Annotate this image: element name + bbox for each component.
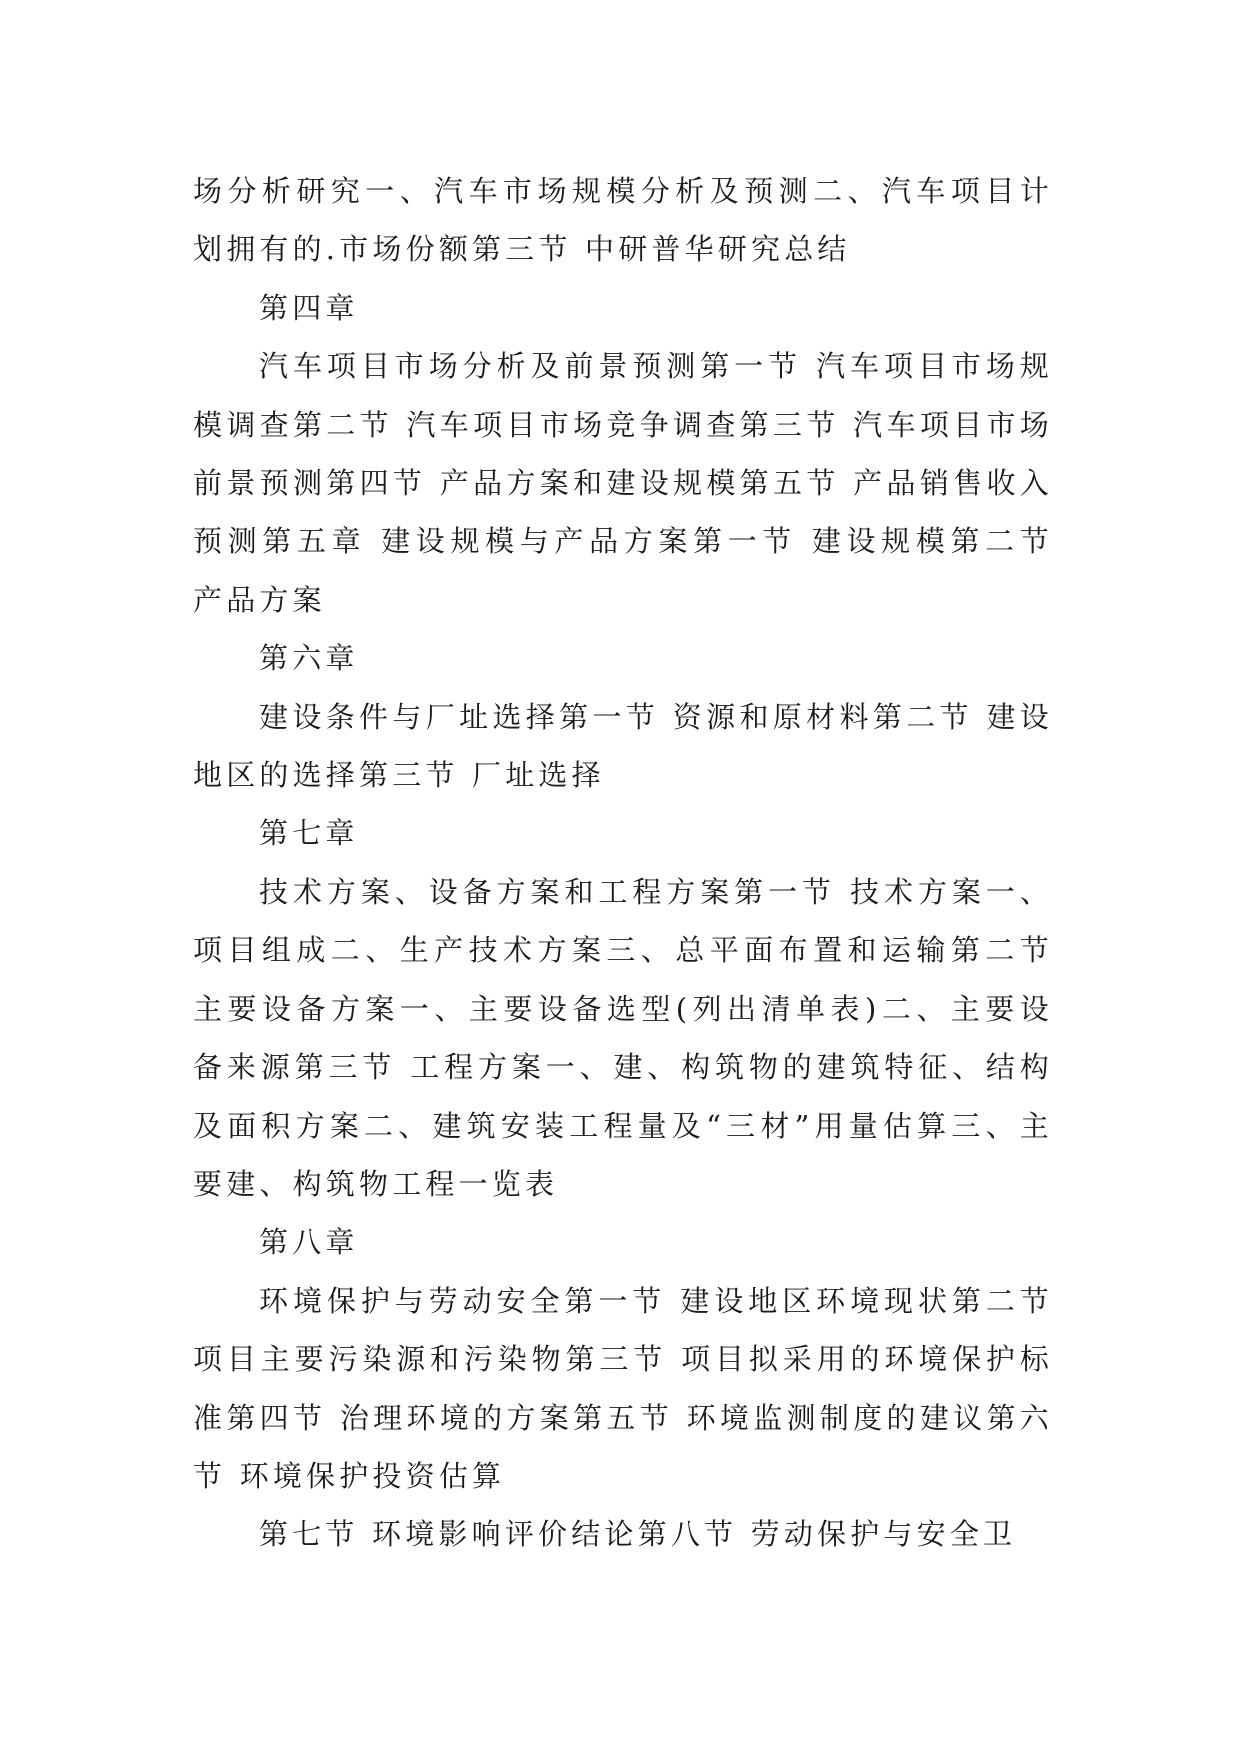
paragraph-market-analysis: 场分析研究一、汽车市场规模分析及预测二、汽车项目计划拥有的.市场份额第三节 中研普华研究总结 (193, 174, 1053, 267)
paragraph-chapter-8-continued: 第七节 环境影响评价结论第八节 劳动保护与安全卫 (259, 1517, 1017, 1552)
chapter-heading-4: 第四章 (259, 290, 359, 325)
paragraph-chapter-4: 汽车项目市场分析及前景预测第一节 汽车项目市场规模调查第二节 汽车项目市场竞争调查第三节 汽车项目市场前景预测第四节 产品方案和建设规模第五节 产品销售收入预测第五章 建设规模与产品方案第一节 建设规模第二节 产品方案 (193, 349, 1053, 617)
chapter-heading-8: 第八章 (259, 1225, 359, 1260)
paragraph-chapter-7: 技术方案、设备方案和工程方案第一节 技术方案一、项目组成二、生产技术方案三、总平面布置和运输第二节 主要设备方案一、主要设备选型(列出清单表)二、主要设备来源第三节 工程方案一、建、构筑物的建筑特征、结构及面积方案二、建筑安装工程量及“三材”用量估算三、主要建、构筑物工程一览表 (193, 874, 1053, 1201)
paragraph-chapter-6: 建设条件与厂址选择第一节 资源和原材料第二节 建设地区的选择第三节 厂址选择 (193, 699, 1053, 793)
document-body (193, 162, 1053, 1564)
paragraph-chapter-8: 环境保护与劳动安全第一节 建设地区环境现状第二节 项目主要污染源和污染物第三节 项目拟采用的环境保护标准第四节 治理环境的方案第五节 环境监测制度的建议第六节 环境保护投资估算 (193, 1283, 1053, 1493)
chapter-heading-6: 第六章 (259, 641, 359, 676)
chapter-heading-7: 第七章 (259, 816, 359, 851)
